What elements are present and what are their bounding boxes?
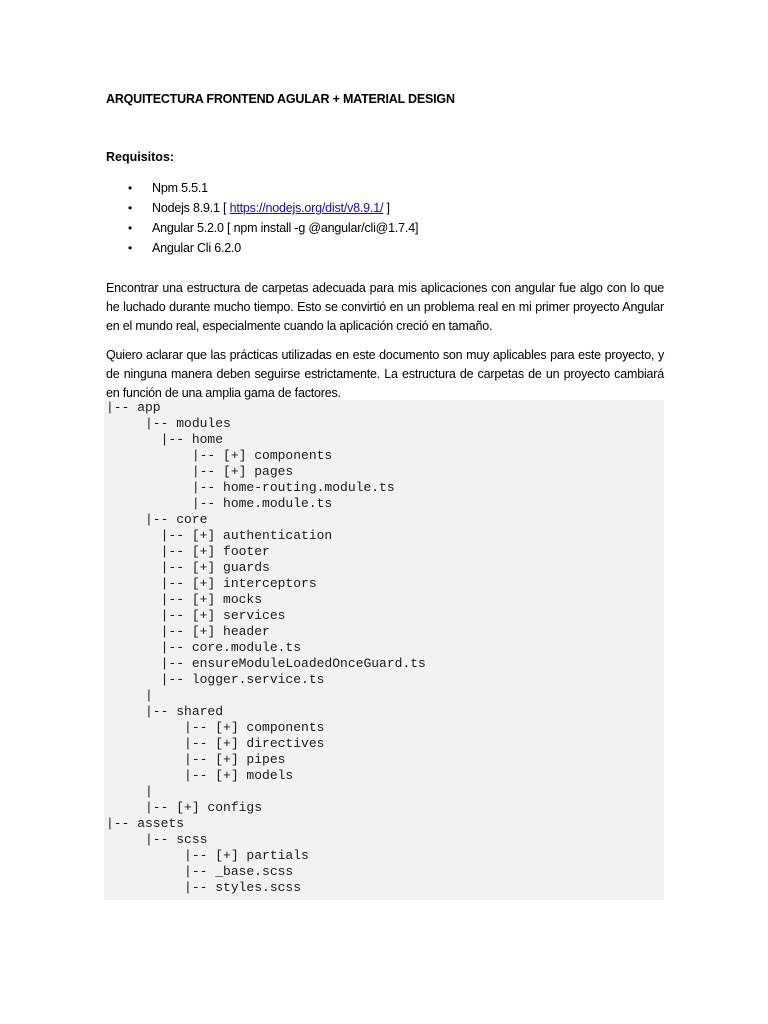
requirement-nodejs-prefix: Nodejs 8.9.1 [ <box>152 201 230 215</box>
code-line: |-- [+] authentication <box>106 528 333 543</box>
code-line: |-- styles.scss <box>106 880 302 895</box>
code-line: |-- [+] directives <box>106 736 325 751</box>
code-line: |-- [+] pages <box>106 464 294 479</box>
code-line: |-- ensureModuleLoadedOnceGuard.ts <box>106 656 426 671</box>
code-line: | <box>106 688 153 703</box>
code-line: |-- home.module.ts <box>106 496 333 511</box>
bullet-icon: • <box>128 221 133 235</box>
code-line: |-- app <box>106 400 161 415</box>
code-line: |-- home-routing.module.ts <box>106 480 395 495</box>
code-line: |-- [+] components <box>106 720 325 735</box>
code-line: |-- _base.scss <box>106 864 294 879</box>
bullet-icon: • <box>128 201 133 215</box>
folder-structure-code-block <box>104 400 664 900</box>
code-line: |-- assets <box>106 816 185 831</box>
list-item <box>106 218 418 238</box>
requirements-list <box>106 178 418 258</box>
bullet-icon: • <box>128 181 133 195</box>
code-line: |-- logger.service.ts <box>106 672 325 687</box>
code-line: |-- core <box>106 512 208 527</box>
code-line: |-- [+] components <box>106 448 333 463</box>
nodejs-download-link[interactable]: https://nodejs.org/dist/v8.9.1/ <box>229 201 384 215</box>
code-line: |-- modules <box>106 416 231 431</box>
list-item <box>106 198 418 218</box>
code-line: |-- [+] header <box>106 624 270 639</box>
requirement-nodejs-suffix: ] <box>383 201 390 215</box>
code-line: |-- [+] configs <box>106 800 263 815</box>
code-line: |-- scss <box>106 832 208 847</box>
requirement-angular: Angular 5.2.0 [ npm install -g @angular/cli@1.7.4] <box>152 221 419 235</box>
code-line: |-- shared <box>106 704 224 719</box>
code-line: |-- [+] interceptors <box>106 576 317 591</box>
bullet-icon: • <box>128 241 133 255</box>
code-line: |-- [+] guards <box>106 560 270 575</box>
code-line: |-- [+] mocks <box>106 592 263 607</box>
code-line: |-- home <box>106 432 224 447</box>
code-line: |-- [+] models <box>106 768 294 783</box>
intro-paragraph: Encontrar una estructura de carpetas adecuada para mis aplicaciones con angular fue algo con lo que he luchado durante mucho tiempo. Esto se convirtió en un problema real en mi primer proyecto Angular en el mundo real, especialmente cuando la aplicación creció en tamaño. <box>106 280 664 333</box>
code-line: |-- [+] partials <box>106 848 309 863</box>
list-item <box>106 238 418 258</box>
code-line: | <box>106 784 153 799</box>
requirement-angular-cli: Angular Cli 6.2.0 <box>152 241 242 255</box>
code-line: |-- core.module.ts <box>106 640 302 655</box>
requirements-heading: Requisitos: <box>106 150 175 164</box>
requirement-npm: Npm 5.5.1 <box>152 181 208 195</box>
list-item <box>106 178 418 198</box>
code-line: |-- [+] footer <box>106 544 270 559</box>
code-line: |-- [+] services <box>106 608 286 623</box>
disclaimer-paragraph: Quiero aclarar que las prácticas utilizadas en este documento son muy aplicables para este proyecto, y de ninguna manera deben seguirse estrictamente. La estructura de carpetas de un proyecto cambiará en función de una amplia gama de factores. <box>106 347 664 400</box>
document-title: ARQUITECTURA FRONTEND AGULAR + MATERIAL DESIGN <box>106 92 455 106</box>
code-line: |-- [+] pipes <box>106 752 286 767</box>
